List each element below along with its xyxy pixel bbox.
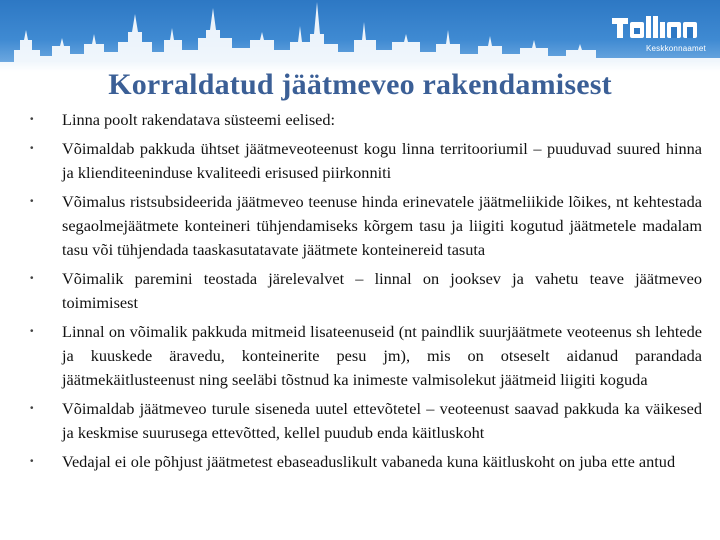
bullet-list (26, 108, 702, 474)
bullet-item (26, 190, 702, 262)
bullet-item (26, 450, 702, 474)
bullet-dot-icon: • (30, 403, 34, 414)
bullet-dot-icon: • (30, 273, 34, 284)
tallinn-logo-mark (612, 14, 704, 40)
bullet-item (26, 108, 702, 132)
bullet-dot-icon: • (30, 326, 34, 337)
logo-subtitle: Keskkonnaamet (646, 44, 706, 53)
bullet-dot-icon: • (30, 114, 34, 125)
bullet-text: Vedajal ei ole põhjust jäätmetest ebaseaduslikult vabaneda kuna käitluskoht on juba ette antud (62, 452, 676, 471)
slide-title: Korraldatud jäätmeveo rakendamisest (108, 68, 612, 101)
bullet-text: Võimalik paremini teostada järelevalvet – linnal on jooksev ja vahetu teave jäätmeveo toimimisest (62, 269, 702, 312)
bullet-item (26, 397, 702, 445)
bullet-dot-icon: • (30, 143, 34, 154)
bullet-item (26, 267, 702, 315)
bullet-text: Võimaldab pakkuda ühtset jäätmeveoteenust kogu linna territooriumil – puuduvad suured hinna ja klienditeeninduse kvaliteedi erisused piirkonniti (62, 139, 702, 182)
bullet-dot-icon: • (30, 196, 34, 207)
bullet-item (26, 320, 702, 392)
bullet-text: Linnal on võimalik pakkuda mitmeid lisateenuseid (nt paindlik suurjäätmete veoteenus sh lehtede ja kuuskede äravedu, konteinerite pesu jm), mis on otseselt aidanud parandada jäätmekäitlusteenust ning seeläbi tõstnud ka inimeste valmisolekut jäätmeid liigiti koguda (62, 322, 702, 389)
bullet-text: Võimaldab jäätmeveo turule siseneda uutel ettevõtetel – veoteenust saavad pakkuda ka väikesed ja keskmise suurusega ettevõtted, kellel puudub enda käitluskoht (62, 399, 702, 442)
tallinn-logo (612, 14, 712, 58)
bullet-dot-icon: • (30, 456, 34, 467)
header-banner (0, 0, 720, 72)
bullet-item (26, 137, 702, 185)
bullet-text: Linna poolt rakendatava süsteemi eelised: (62, 110, 336, 129)
bullet-text: Võimalus ristsubsideerida jäätmeveo teenuse hinda erinevatele jäätmeliikide lõikes, nt kehtestada segaolmejäätmete konteineri tühjendamiseks kõrgem tasu ja liigiti kogutud jäätmetele madalam tasu või tühjendada taaskasutatavate jäätmete konteinereid tasuta (62, 192, 702, 259)
